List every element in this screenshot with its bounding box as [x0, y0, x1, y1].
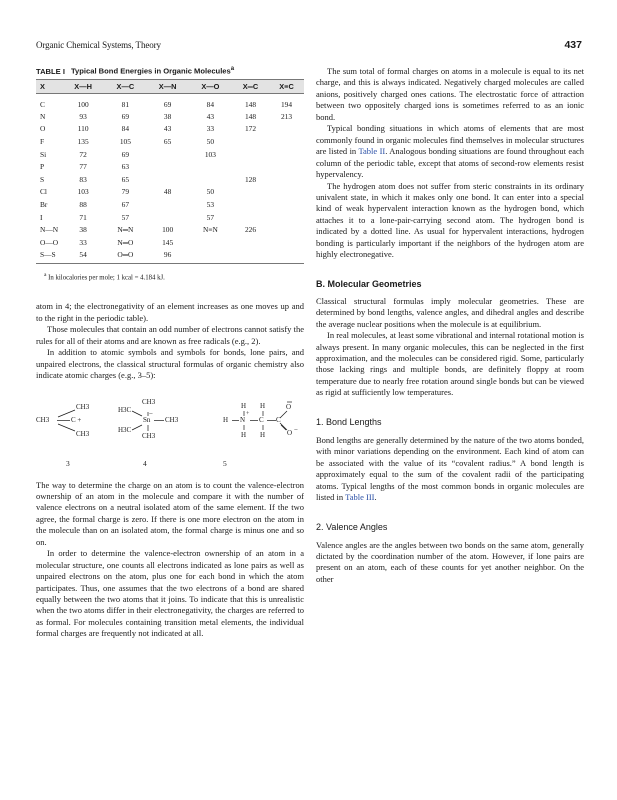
- table-cell: 128: [244, 174, 257, 184]
- table-cell: 72: [79, 149, 87, 159]
- table-cell: [232, 236, 269, 249]
- table-row: [36, 123, 304, 136]
- table-cell: O: [40, 124, 46, 134]
- s3-c-plus: C +: [71, 415, 82, 424]
- table-cell: 96: [147, 249, 189, 264]
- left-paragraph-1: atom in 4; the electronegativity of an element increases as one moves up and to the right in the periodic table).: [36, 301, 304, 323]
- left-paragraph-3: In addition to atomic symbols and symbols for bonds, lone pairs, and unpaired electrons, the classical structural formulas of organic chemistry also indicate atomic charges (e.g., 3–5):: [36, 347, 304, 381]
- table-cell: N≡N: [202, 225, 218, 235]
- table-cell: [147, 211, 189, 224]
- table-row: [36, 160, 304, 173]
- s5-h-bottom-1: H: [241, 430, 247, 439]
- right-column: [316, 66, 584, 585]
- table-row: [36, 223, 304, 236]
- table-title: Typical Bond Energies in Organic Molecules: [70, 66, 231, 76]
- table-footnote: [36, 272, 304, 281]
- table-row: [36, 93, 304, 110]
- table-cell: [232, 186, 269, 199]
- s3-ch3-left: CH3: [36, 415, 50, 424]
- table-row: [36, 211, 304, 224]
- table-cell: 148: [244, 111, 257, 121]
- table-cell: 103: [77, 187, 89, 197]
- table-cell: I: [40, 212, 43, 222]
- table-cell: 84: [121, 124, 130, 134]
- table-cell: O—O: [40, 237, 59, 247]
- page-number: 437: [564, 39, 582, 51]
- table-cell: 88: [79, 199, 87, 209]
- table-cell: 110: [77, 124, 89, 134]
- left-paragraph-2: Those molecules that contain an odd number of electrons cannot satisfy the rules for all of their atoms and are known as free radicals (e.g., 2).: [36, 324, 304, 346]
- right-paragraph-6: [316, 435, 584, 504]
- s5-o-top: O: [286, 402, 292, 411]
- left-paragraph-5: In order to determine the valence-electron ownership of an atom in a molecular structure, one counts all electrons indicated as lone pairs as well as unpaired electrons on the atom, plus one for each bond in which the atom participates. Thus, one assumes that the two electrons of a bond are shared equally between the two atoms that it joins. To indicate that this is unrealistic when the two atoms differ in their electronegativity, the charges are referred to as formal. For molecules containing transition metal elements, the individual formal charges are frequently not indicated at all.: [36, 548, 304, 639]
- table-cell: Br: [40, 199, 48, 209]
- s5-o-bottom: O: [287, 428, 293, 437]
- s4-minus: −: [149, 409, 153, 418]
- table-cell: 57: [206, 212, 215, 222]
- table-column-header: X—C: [104, 79, 146, 93]
- table-cell: 54: [62, 249, 104, 264]
- table-cell: 105: [119, 137, 131, 147]
- table-cell: 84: [206, 99, 215, 109]
- table-row: [36, 198, 304, 211]
- right-paragraph-5: In real molecules, at least some vibrational and internal rotational motion is always present. In many organic molecules, this can be neglected in the first approximation, and the molecules can be considered rigid. Some, particularly those lacking rings and multiple bonds, are definitely floppy at room temperature due to nearly free rotation around single bonds but can be viewed as rigid at sufficiently low temperatures.: [316, 330, 584, 398]
- table-cell: C: [40, 99, 45, 109]
- table-cell: 67: [121, 199, 130, 209]
- table-iii-link[interactable]: Table III: [345, 492, 375, 503]
- table-row: [36, 249, 304, 264]
- table-cell: Si: [40, 149, 47, 159]
- left-column: [36, 66, 304, 640]
- s5-minus: −: [294, 425, 298, 434]
- table-cell: 50: [206, 187, 215, 197]
- table-cell: S—S: [36, 249, 62, 264]
- s3-ch3-top: CH3: [76, 402, 90, 411]
- table-cell: [232, 249, 269, 264]
- table-cell: 135: [77, 137, 89, 147]
- table-cell: [189, 160, 232, 173]
- table-cell: 65: [121, 174, 130, 184]
- table-row: [36, 135, 304, 148]
- table-cell: 83: [79, 174, 87, 184]
- table-cell: N═O: [117, 237, 134, 247]
- table-cell: 69: [121, 111, 130, 121]
- table-cell: [147, 198, 189, 211]
- table-cell: O═O: [104, 249, 146, 264]
- table-cell: [269, 198, 304, 211]
- subsection-heading-valence-angles: 2. Valence Angles: [316, 521, 388, 532]
- table-cell: 100: [162, 225, 174, 235]
- table-cell: F: [40, 137, 45, 147]
- left-paragraph-4: The way to determine the charge on an atom is to count the valence-electron ownership of an atom in the molecule and compare it with the number of valence electrons on a neutral isolated atom of the same element. If the two agree, the formal charge is zero. If there is one more electron on the atom in the molecule than on an isolated atom, the formal charge is minus one and so on.: [36, 479, 304, 547]
- table-cell: [232, 148, 269, 161]
- subsection-heading-bond-lengths: 1. Bond Lengths: [316, 416, 382, 427]
- table-column-header: X—H: [62, 79, 104, 93]
- table-cell: N═N: [117, 225, 134, 235]
- table-cell: 145: [162, 237, 174, 247]
- table-cell: [269, 148, 304, 161]
- table-row: [36, 186, 304, 199]
- table-cell: [269, 123, 304, 136]
- table-header-row: [36, 79, 304, 93]
- table-cell: [269, 135, 304, 148]
- table-column-header: X—N: [147, 79, 189, 93]
- table-cell: S: [40, 174, 45, 184]
- table-cell: 172: [244, 124, 257, 134]
- table-cell: [147, 173, 189, 186]
- table-caption: [36, 66, 304, 76]
- table-cell: [147, 160, 189, 173]
- table-cell: 38: [79, 225, 87, 235]
- table-cell: [269, 236, 304, 249]
- table-cell: 93: [79, 111, 87, 121]
- table-cell: 77: [79, 162, 87, 172]
- table-body: [36, 93, 304, 264]
- s4-ch3-bottom: CH3: [142, 431, 156, 440]
- table-cell: 81: [121, 99, 130, 109]
- table-cell: 226: [244, 225, 257, 235]
- right-paragraph-2-text-b: . Analogous bonding situations are found throughout each column of the periodic table, except that atoms of second-row elements resist hypervalency.: [316, 146, 585, 180]
- table-cell: 69: [121, 149, 130, 159]
- table-cell: [189, 173, 232, 186]
- table-cell: [232, 211, 269, 224]
- structure-number-5: 5: [223, 458, 227, 468]
- s5-c2: C: [276, 415, 281, 424]
- table-row: [36, 148, 304, 161]
- s5-h-bottom-2: H: [260, 430, 266, 439]
- table-cell: 48: [163, 187, 172, 197]
- table-cell: 79: [121, 187, 130, 197]
- table-cell: N—N: [40, 225, 59, 235]
- table-cell: [269, 223, 304, 236]
- table-cell: 53: [206, 199, 215, 209]
- table-cell: [147, 148, 189, 161]
- section-heading-b: B. Molecular Geometries: [316, 278, 422, 289]
- right-paragraph-2-text-a: Typical bonding situations in which atoms of elements that are most commonly found in organic molecules find themselves in molecular structures are listed in: [316, 123, 584, 157]
- table-column-header: X≡C: [269, 79, 304, 93]
- table-ii-link[interactable]: Table II: [358, 146, 386, 157]
- table-cell: 57: [121, 212, 130, 222]
- running-title: Organic Chemical Systems, Theory: [36, 40, 161, 50]
- s4-ch3-top: CH3: [142, 397, 156, 406]
- table-cell: 148: [244, 99, 257, 109]
- bond-energy-table: [36, 79, 304, 265]
- s4-sn: Sn: [143, 415, 151, 424]
- structure-number-4: 4: [143, 458, 147, 468]
- table-column-header: X—O: [189, 79, 232, 93]
- running-head: [36, 40, 582, 54]
- table-cell: 43: [206, 111, 215, 121]
- table-cell: [232, 160, 269, 173]
- table-cell: 65: [163, 137, 172, 147]
- chemical-structures: [36, 386, 304, 474]
- table-cell: [269, 160, 304, 173]
- table-cell: 103: [204, 149, 216, 159]
- table-column-header: X: [36, 79, 62, 93]
- table-cell: 71: [79, 212, 87, 222]
- right-paragraph-2: [316, 123, 584, 180]
- table-cell: [269, 249, 304, 264]
- table-title-marker: a: [230, 66, 235, 72]
- right-paragraph-6-text-a: Bond lengths are generally determined by the nature of the two atoms bonded, with minor variations depending on the environment. Each kind of atom can be associated with the value of its “covalent radius.” A bond length is approximately equal to the sum of the covalent radii of the participating atoms. Typical lengths of the most common bonds in organic molecules are listed in: [316, 434, 584, 503]
- s4-h3c-bottom: H3C: [118, 425, 132, 434]
- table-cell: 50: [206, 137, 215, 147]
- table-cell: 69: [163, 99, 172, 109]
- table-label: TABLE I: [36, 66, 65, 76]
- s5-plus: +: [246, 410, 250, 417]
- table-cell: [269, 211, 304, 224]
- table-cell: 194: [280, 99, 293, 109]
- s4-ch3-right: CH3: [165, 415, 179, 424]
- table-cell: Cl: [40, 187, 47, 197]
- s5-h-left: H: [223, 415, 229, 424]
- table-cell: [189, 249, 232, 264]
- table-row: [36, 110, 304, 123]
- table-cell: 38: [163, 111, 172, 121]
- table-cell: 43: [163, 124, 172, 134]
- table-cell: [189, 236, 232, 249]
- s4-h3c-top: H3C: [118, 405, 132, 414]
- table-cell: P: [40, 162, 45, 172]
- right-paragraph-1: The sum total of formal charges on atoms in a molecule is equal to its net charge, and this is always indicated. Negatively charged molecules are called anions, positively charged ones cations. The electrostatic force of attraction between two oppositely charged ions is sometimes referred to as an ionic bond.: [316, 66, 584, 122]
- s5-n: N: [240, 415, 246, 424]
- table-cell: 33: [206, 124, 215, 134]
- s5-c1: C: [259, 415, 264, 424]
- s3-ch3-bottom: CH3: [76, 429, 90, 438]
- table-cell: [232, 198, 269, 211]
- table-cell: 213: [280, 111, 293, 121]
- table-cell: 63: [121, 162, 130, 172]
- table-cell: [269, 186, 304, 199]
- table-cell: N: [40, 111, 46, 121]
- right-paragraph-6-text-b: .: [374, 492, 377, 503]
- right-paragraph-7: Valence angles are the angles between two bonds on the same atom, generally dictated by the coordination number of the atom. However, if lone pairs are present on an atom, each of these counts for yet another neighbor. On the other: [316, 539, 584, 584]
- s5-h-top-1: H: [241, 401, 247, 410]
- structure-number-3: 3: [66, 458, 70, 468]
- footnote-marker: a: [44, 272, 47, 279]
- s5-h-top-2: H: [260, 401, 266, 410]
- footnote-text: In kilocalories per mole; 1 kcal = 4.184 kJ.: [48, 274, 165, 282]
- table-cell: 33: [79, 237, 87, 247]
- table-row: [36, 173, 304, 186]
- table-cell: [232, 135, 269, 148]
- table-cell: 100: [77, 99, 89, 109]
- right-paragraph-3: The hydrogen atom does not suffer from steric constraints in its ordinary univalent state, in which it makes only one bond. It can enter into a special kind of weak hypervalent interaction known as the hydrogen bond, which attaches it to a lone-pair-carrying second atom. The hydrogen bond is indicated by a dotted line. As usual for hypervalent interactions, hydrogen bonding is particularly important if the neighbors of the hydrogen atom are highly electronegative.: [316, 180, 584, 260]
- table-cell: [269, 173, 304, 186]
- table-column-header: X═C: [232, 79, 269, 93]
- right-paragraph-4: Classical structural formulas imply molecular geometries. These are determined by bond lengths, valence angles, and dihedral angles and describe the average nuclear positions when the molecule is at equilibrium.: [316, 295, 584, 329]
- table-row: [36, 236, 304, 249]
